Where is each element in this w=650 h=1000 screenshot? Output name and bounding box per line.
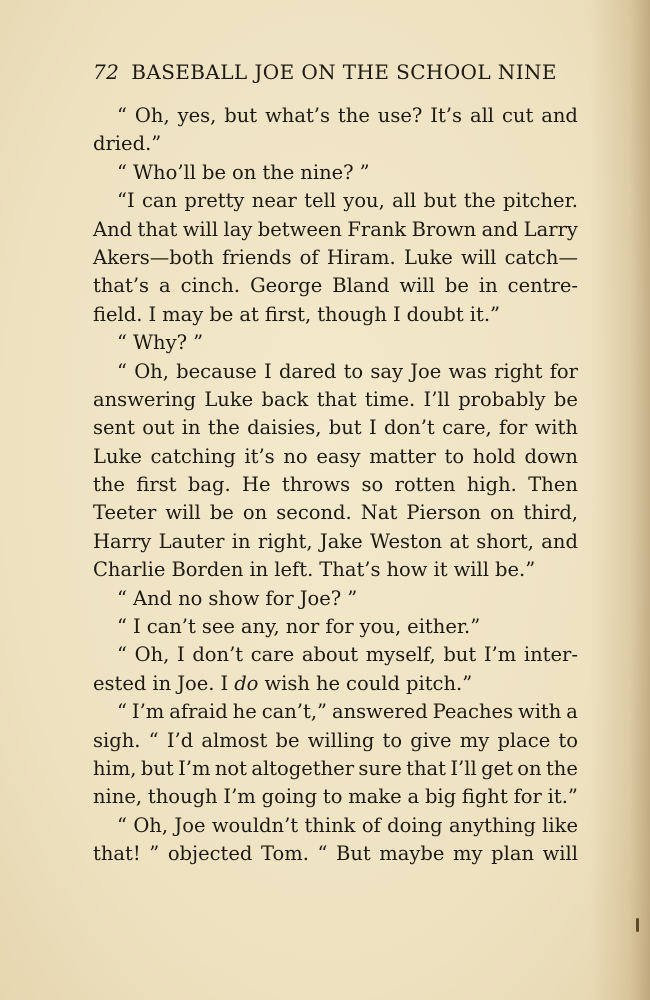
page-edge-mark bbox=[636, 918, 639, 932]
word: near bbox=[251, 189, 297, 213]
word: will bbox=[461, 245, 497, 269]
word: I’m bbox=[131, 700, 165, 724]
word: that bbox=[406, 756, 447, 780]
word: Oh, bbox=[134, 643, 170, 667]
word: He bbox=[242, 473, 271, 497]
word: he bbox=[315, 671, 341, 695]
word: Then bbox=[528, 473, 578, 497]
text-line bbox=[93, 414, 578, 442]
word: a bbox=[566, 700, 578, 724]
word: bag. bbox=[187, 473, 231, 497]
word: first bbox=[136, 473, 177, 497]
word: answering bbox=[93, 387, 197, 411]
word: Borden bbox=[171, 558, 244, 582]
word: cut bbox=[501, 104, 534, 127]
word: Pierson bbox=[406, 501, 481, 525]
word: yes, bbox=[177, 104, 217, 127]
word: don’t bbox=[383, 416, 435, 440]
word: “ bbox=[148, 728, 159, 752]
word: catch— bbox=[504, 245, 578, 269]
running-title: BASEBALL JOE ON THE SCHOOL NINE bbox=[131, 60, 557, 84]
word: out bbox=[142, 416, 175, 440]
word: “ bbox=[117, 331, 127, 355]
word: to bbox=[382, 728, 403, 752]
word: can’t,” bbox=[261, 700, 328, 724]
word: sure bbox=[358, 756, 402, 780]
word: “ bbox=[117, 359, 127, 383]
word: and bbox=[541, 529, 578, 553]
word: at bbox=[449, 529, 469, 553]
word: nor bbox=[285, 615, 320, 639]
word: give bbox=[410, 728, 452, 752]
word: I’m bbox=[483, 643, 517, 667]
word: lay bbox=[223, 217, 253, 241]
word: all bbox=[469, 104, 495, 127]
word: but bbox=[328, 416, 362, 440]
word: a bbox=[159, 274, 171, 298]
word: I bbox=[132, 615, 141, 639]
word: but bbox=[140, 756, 174, 780]
word: so bbox=[361, 473, 384, 497]
word: but bbox=[443, 643, 477, 667]
word: Luke bbox=[403, 245, 453, 269]
word: may bbox=[162, 302, 204, 326]
word: field. bbox=[93, 302, 143, 326]
word: and bbox=[481, 217, 519, 241]
word: willing bbox=[307, 728, 375, 752]
word: Larry bbox=[523, 217, 578, 241]
word: inter- bbox=[523, 643, 578, 667]
word: Charlie bbox=[93, 558, 166, 582]
word: use? bbox=[377, 104, 423, 127]
word: centre- bbox=[507, 274, 578, 298]
word: it.” bbox=[547, 785, 578, 809]
text-line bbox=[93, 471, 578, 499]
word: throws bbox=[281, 473, 351, 497]
word: George bbox=[250, 274, 323, 298]
word: could bbox=[346, 671, 400, 695]
word: dared bbox=[278, 359, 337, 383]
word: Bland bbox=[332, 274, 390, 298]
word: with bbox=[534, 416, 578, 440]
word: my bbox=[453, 842, 483, 866]
word: answered bbox=[331, 700, 428, 724]
word: in bbox=[181, 416, 201, 440]
text-line bbox=[93, 130, 578, 158]
word: easy bbox=[316, 444, 361, 468]
word: Peaches bbox=[432, 700, 514, 724]
word: will bbox=[453, 558, 489, 582]
word: think bbox=[304, 813, 356, 837]
word: dried.” bbox=[93, 132, 162, 156]
word: nine? bbox=[300, 160, 354, 184]
page-number: 72 bbox=[93, 60, 120, 84]
word: ” bbox=[359, 160, 370, 184]
word: and bbox=[541, 104, 578, 127]
word: wish bbox=[264, 671, 310, 695]
word: anything bbox=[448, 813, 536, 837]
word: either.” bbox=[407, 615, 481, 639]
body-text bbox=[93, 102, 578, 869]
word: it’s bbox=[244, 444, 275, 468]
word: plan bbox=[491, 842, 534, 866]
word: afraid bbox=[169, 700, 228, 724]
word: down bbox=[524, 444, 578, 468]
word: like bbox=[542, 813, 578, 837]
word: sigh. bbox=[93, 728, 141, 752]
text-line bbox=[93, 499, 578, 527]
word: I’ll bbox=[423, 387, 450, 411]
word: can’t bbox=[146, 615, 196, 639]
word: tell bbox=[304, 189, 336, 213]
text-line bbox=[93, 102, 578, 130]
word: care, bbox=[442, 416, 492, 440]
word: it.” bbox=[469, 302, 500, 326]
word: don’t bbox=[192, 643, 244, 667]
word: the bbox=[463, 189, 496, 213]
word: the bbox=[337, 104, 370, 127]
text-line bbox=[93, 755, 578, 783]
word: daisies, bbox=[247, 416, 322, 440]
text-line bbox=[93, 358, 578, 386]
word: that bbox=[316, 387, 357, 411]
text-line bbox=[93, 272, 578, 300]
word: “ bbox=[117, 104, 127, 127]
word: though bbox=[317, 302, 387, 326]
running-head bbox=[93, 60, 573, 90]
word: Lauter bbox=[158, 529, 225, 553]
text-line bbox=[93, 301, 578, 329]
word: the bbox=[262, 160, 295, 184]
text-line bbox=[93, 641, 578, 669]
word: That’s bbox=[319, 558, 381, 582]
word: rotten bbox=[394, 473, 456, 497]
word: going bbox=[261, 785, 318, 809]
word: high. bbox=[466, 473, 517, 497]
text-line bbox=[93, 727, 578, 755]
word: be bbox=[275, 728, 300, 752]
word: not bbox=[214, 756, 247, 780]
word: with bbox=[518, 700, 562, 724]
word: doing bbox=[387, 813, 443, 837]
word: in bbox=[478, 274, 498, 298]
word: wouldn’t bbox=[211, 813, 299, 837]
word: to bbox=[343, 359, 364, 383]
word: cinch. bbox=[180, 274, 241, 298]
word: second. bbox=[276, 501, 352, 525]
word: pretty bbox=[184, 189, 245, 213]
text-line bbox=[93, 585, 578, 613]
word: ” bbox=[347, 586, 358, 610]
word: can bbox=[141, 189, 178, 213]
word: it bbox=[433, 558, 448, 582]
word: do bbox=[234, 671, 259, 695]
word: I bbox=[148, 302, 157, 326]
word: ested bbox=[93, 671, 147, 695]
word: “ bbox=[317, 842, 328, 866]
word: him, bbox=[93, 756, 137, 780]
word: on bbox=[489, 501, 515, 525]
word: “ bbox=[117, 813, 127, 837]
word: “I bbox=[117, 189, 135, 213]
word: Nat bbox=[360, 501, 398, 525]
word: Joe bbox=[410, 359, 442, 383]
word: pitcher. bbox=[503, 189, 578, 213]
word: for bbox=[325, 615, 354, 639]
text-line bbox=[93, 159, 578, 187]
word: to bbox=[558, 728, 578, 752]
word: in bbox=[249, 558, 269, 582]
word: on bbox=[232, 160, 257, 184]
text-line bbox=[93, 670, 578, 698]
word: back bbox=[261, 387, 309, 411]
word: doubt bbox=[406, 302, 464, 326]
word: I bbox=[368, 416, 377, 440]
word: Hiram. bbox=[326, 245, 396, 269]
word: Weston bbox=[370, 529, 443, 553]
word: short, bbox=[476, 529, 534, 553]
word: in bbox=[231, 529, 251, 553]
word: see bbox=[201, 615, 235, 639]
word: Joe bbox=[174, 813, 206, 837]
word: It’s bbox=[430, 104, 463, 127]
word: maybe bbox=[379, 842, 445, 866]
word: hold bbox=[472, 444, 516, 468]
word: he bbox=[232, 700, 257, 724]
word: my bbox=[459, 728, 490, 752]
word: be bbox=[444, 274, 469, 298]
word: I’ll bbox=[450, 756, 477, 780]
word: first, bbox=[264, 302, 312, 326]
word: big bbox=[424, 785, 457, 809]
text-line bbox=[93, 613, 578, 641]
word: right bbox=[494, 359, 543, 383]
word: get bbox=[481, 756, 513, 780]
word: matter bbox=[369, 444, 436, 468]
word: on bbox=[242, 501, 268, 525]
text-line bbox=[93, 216, 578, 244]
word: left. bbox=[274, 558, 314, 582]
word: I bbox=[220, 671, 229, 695]
word: I’m bbox=[178, 756, 211, 780]
word: ” bbox=[193, 331, 204, 355]
word: And bbox=[132, 586, 173, 610]
word: myself, bbox=[365, 643, 436, 667]
word: that! bbox=[93, 842, 141, 866]
word: Jake bbox=[319, 529, 363, 553]
word: I bbox=[264, 359, 272, 383]
word: about bbox=[301, 643, 359, 667]
word: Oh, bbox=[134, 104, 170, 127]
word: was bbox=[448, 359, 487, 383]
word: will bbox=[399, 274, 435, 298]
word: almost bbox=[201, 728, 268, 752]
word: for bbox=[549, 359, 578, 383]
word: Brown bbox=[411, 217, 477, 241]
word: place bbox=[497, 728, 551, 752]
word: Joe? bbox=[299, 586, 342, 610]
word: for bbox=[265, 586, 294, 610]
word: I’m bbox=[223, 785, 256, 809]
text-line bbox=[93, 812, 578, 840]
word: will bbox=[182, 217, 219, 241]
word: Why? bbox=[132, 331, 188, 355]
word: “ bbox=[117, 700, 127, 724]
text-line bbox=[93, 698, 578, 726]
word: between bbox=[257, 217, 342, 241]
word: I bbox=[392, 302, 401, 326]
word: because bbox=[176, 359, 257, 383]
word: I bbox=[176, 643, 185, 667]
word: show bbox=[208, 586, 260, 610]
word: fight bbox=[461, 785, 508, 809]
word: catching bbox=[150, 444, 236, 468]
text-line bbox=[93, 244, 578, 272]
word: be bbox=[553, 387, 578, 411]
word: make bbox=[348, 785, 402, 809]
word: that bbox=[137, 217, 178, 241]
word: altogether bbox=[251, 756, 355, 780]
word: And bbox=[93, 217, 133, 241]
word: Luke bbox=[93, 444, 142, 468]
word: the bbox=[545, 756, 578, 780]
word: will bbox=[542, 842, 578, 866]
word: will bbox=[165, 501, 201, 525]
word: nine, bbox=[93, 785, 143, 809]
text-line bbox=[93, 556, 578, 584]
word: care bbox=[250, 643, 295, 667]
word: to bbox=[322, 785, 343, 809]
word: pitch.” bbox=[406, 671, 473, 695]
word: sent bbox=[93, 416, 135, 440]
word: the bbox=[207, 416, 240, 440]
word: for bbox=[499, 416, 528, 440]
word: friends bbox=[222, 245, 292, 269]
text-line bbox=[93, 443, 578, 471]
word: Tom. bbox=[260, 842, 309, 866]
word: But bbox=[336, 842, 371, 866]
word: be bbox=[202, 160, 227, 184]
word: time. bbox=[364, 387, 416, 411]
word: Oh, bbox=[133, 813, 169, 837]
word: all bbox=[392, 189, 417, 213]
text-line bbox=[93, 187, 578, 215]
word: Frank bbox=[347, 217, 407, 241]
word: I’d bbox=[166, 728, 194, 752]
word: third, bbox=[523, 501, 578, 525]
word: no bbox=[283, 444, 308, 468]
word: be bbox=[209, 302, 234, 326]
word: right, bbox=[257, 529, 313, 553]
word: that’s bbox=[93, 274, 150, 298]
word: “ bbox=[117, 643, 127, 667]
word: though bbox=[147, 785, 218, 809]
word: what’s bbox=[265, 104, 330, 127]
text-line bbox=[93, 840, 578, 868]
word: “ bbox=[117, 586, 127, 610]
text-line bbox=[93, 783, 578, 811]
word: Oh, bbox=[134, 359, 169, 383]
word: of bbox=[299, 245, 319, 269]
word: “ bbox=[117, 160, 127, 184]
word: “ bbox=[117, 615, 127, 639]
word: but bbox=[224, 104, 258, 127]
word: be.” bbox=[494, 558, 536, 582]
word: no bbox=[178, 586, 203, 610]
word: ” bbox=[149, 842, 160, 866]
word: a bbox=[407, 785, 420, 809]
word: the bbox=[93, 473, 125, 497]
word: at bbox=[239, 302, 259, 326]
word: on bbox=[517, 756, 542, 780]
word: you, bbox=[343, 189, 385, 213]
text-line bbox=[93, 329, 578, 357]
text-line bbox=[93, 386, 578, 414]
text-line bbox=[93, 528, 578, 556]
word: in bbox=[152, 671, 172, 695]
word: probably bbox=[458, 387, 546, 411]
word: Joe. bbox=[177, 671, 215, 695]
word: Akers—both bbox=[93, 245, 214, 269]
word: say bbox=[370, 359, 404, 383]
word: of bbox=[361, 813, 381, 837]
word: any, bbox=[240, 615, 280, 639]
word: for bbox=[513, 785, 542, 809]
word: Who’ll bbox=[132, 160, 196, 184]
word: Teeter bbox=[93, 501, 157, 525]
word: you, bbox=[359, 615, 402, 639]
word: objected bbox=[167, 842, 253, 866]
word: but bbox=[423, 189, 457, 213]
word: to bbox=[444, 444, 465, 468]
word: Harry bbox=[93, 529, 152, 553]
word: be bbox=[209, 501, 234, 525]
word: Luke bbox=[204, 387, 254, 411]
word: how bbox=[386, 558, 428, 582]
